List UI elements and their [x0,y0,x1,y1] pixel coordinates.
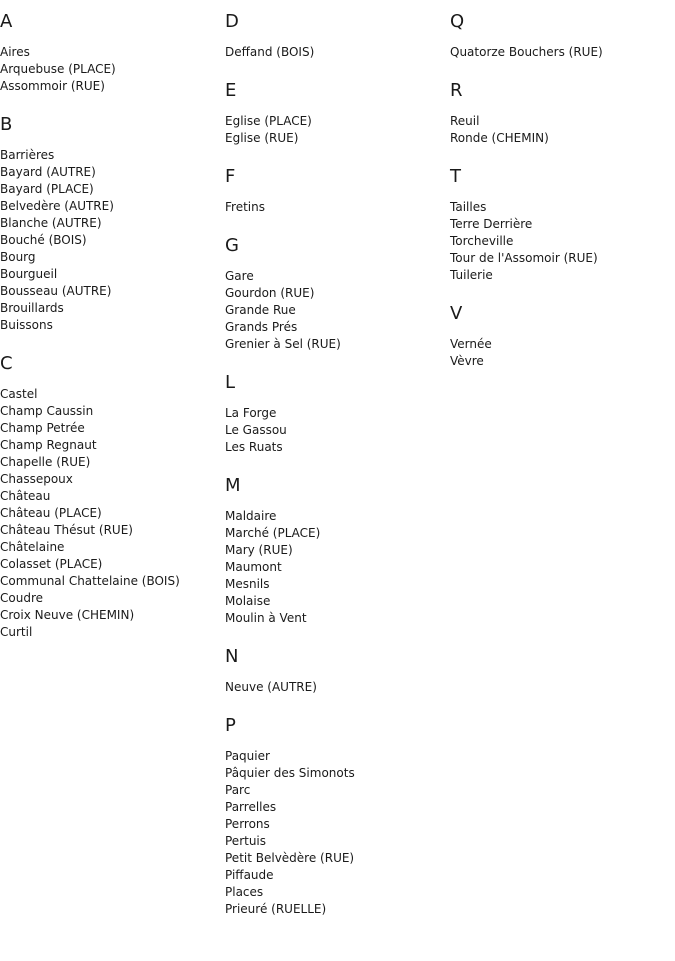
street-entry: Gare [225,269,254,283]
street-entry: Colasset (PLACE) [0,557,103,571]
entry-list [0,386,225,641]
street-entry: Grande Rue [225,303,296,317]
letter-group [225,11,450,61]
letter-heading: L [225,372,236,393]
street-entry: Bourg [0,250,36,264]
entry-list [450,44,675,61]
street-entry: Châtelaine [0,540,65,554]
alphabetical-street-index [0,11,675,961]
letter-heading: F [225,166,236,187]
street-entry: Bourgueil [0,267,58,281]
letter-group [0,114,225,334]
letter-group [0,353,225,641]
street-entry: Château Thésut (RUE) [0,523,133,537]
letter-heading: G [225,235,239,256]
entry-list [450,336,675,370]
street-entry: Parc [225,783,251,797]
letter-heading: E [225,80,237,101]
street-entry: Blanche (AUTRE) [0,216,102,230]
street-entry: Ronde (CHEMIN) [450,131,549,145]
street-entry: Gourdon (RUE) [225,286,315,300]
letter-heading: D [225,11,239,32]
street-entry: Coudre [0,591,43,605]
street-entry: Quatorze Bouchers (RUE) [450,45,603,59]
street-entry: Chapelle (RUE) [0,455,91,469]
street-entry: Prieuré (RUELLE) [225,902,327,916]
entry-list [450,113,675,147]
letter-group [225,475,450,627]
entry-list [450,199,675,284]
street-entry: Aires [0,45,30,59]
street-entry: La Forge [225,406,277,420]
street-entry: Perrons [225,817,270,831]
street-entry: Barrières [0,148,55,162]
street-entry: Bayard (AUTRE) [0,165,96,179]
street-entry: Le Gassou [225,423,287,437]
letter-heading: T [450,166,461,187]
street-entry: Champ Caussin [0,404,94,418]
street-entry: Tuilerie [450,268,493,282]
street-entry: Belvedère (AUTRE) [0,199,114,213]
street-entry: Moulin à Vent [225,611,307,625]
letter-group [225,235,450,353]
street-entry: Castel [0,387,38,401]
entry-list [225,44,450,61]
letter-group [450,11,675,61]
letter-heading: M [225,475,241,496]
street-entry: Les Ruats [225,440,283,454]
street-entry: Bousseau (AUTRE) [0,284,112,298]
street-entry: Fretins [225,200,265,214]
street-entry: Vernée [450,337,492,351]
street-entry: Pertuis [225,834,267,848]
street-entry: Reuil [450,114,480,128]
street-entry: Grands Prés [225,320,298,334]
street-entry: Molaise [225,594,271,608]
letter-group [225,166,450,216]
street-entry: Curtil [0,625,33,639]
street-entry: Champ Petrée [0,421,85,435]
letter-group [225,80,450,147]
entry-list [225,113,450,147]
street-entry: Château (PLACE) [0,506,102,520]
letter-group [225,372,450,456]
street-entry: Vèvre [450,354,484,368]
street-entry: Chassepoux [0,472,73,486]
street-entry: Bayard (PLACE) [0,182,94,196]
street-entry: Pâquier des Simonots [225,766,355,780]
street-entry: Eglise (RUE) [225,131,299,145]
street-entry: Paquier [225,749,270,763]
letter-heading: P [225,715,236,736]
street-entry: Parrelles [225,800,277,814]
street-entry: Neuve (AUTRE) [225,680,317,694]
entry-list [225,679,450,696]
street-entry: Château [0,489,51,503]
street-entry: Bouché (BOIS) [0,233,87,247]
entry-list [225,405,450,456]
letter-group [225,715,450,918]
entry-list [225,748,450,918]
letter-heading: Q [450,11,465,32]
street-entry: Petit Belvèdère (RUE) [225,851,355,865]
street-entry: Champ Regnaut [0,438,97,452]
entry-list [225,508,450,627]
entry-list [225,268,450,353]
entry-list [0,44,225,95]
letter-group [0,11,225,95]
index-column [0,11,225,660]
letter-heading: N [225,646,239,667]
index-column [450,11,675,389]
street-entry: Buissons [0,318,53,332]
street-entry: Communal Chattelaine (BOIS) [0,574,180,588]
street-entry: Marché (PLACE) [225,526,321,540]
street-entry: Mary (RUE) [225,543,293,557]
index-column [225,11,450,937]
street-entry: Maumont [225,560,282,574]
street-entry: Assommoir (RUE) [0,79,105,93]
street-entry: Mesnils [225,577,270,591]
street-entry: Croix Neuve (CHEMIN) [0,608,135,622]
street-entry: Maldaire [225,509,277,523]
street-entry: Brouillards [0,301,64,315]
entry-list [225,199,450,216]
street-entry: Eglise (PLACE) [225,114,312,128]
letter-heading: A [0,11,13,32]
street-entry: Arquebuse (PLACE) [0,62,116,76]
street-entry: Grenier à Sel (RUE) [225,337,341,351]
street-entry: Torcheville [450,234,514,248]
letter-group [225,646,450,696]
street-entry: Tour de l'Assomoir (RUE) [450,251,598,265]
street-entry: Places [225,885,264,899]
letter-heading: R [450,80,463,101]
letter-group [450,80,675,147]
entry-list [0,147,225,334]
street-entry: Terre Derrière [450,217,533,231]
letter-heading: V [450,303,463,324]
street-entry: Deffand (BOIS) [225,45,315,59]
letter-group [450,166,675,284]
street-entry: Piffaude [225,868,274,882]
street-entry: Tailles [450,200,487,214]
letter-heading: C [0,353,13,374]
letter-group [450,303,675,370]
letter-heading: B [0,114,13,135]
